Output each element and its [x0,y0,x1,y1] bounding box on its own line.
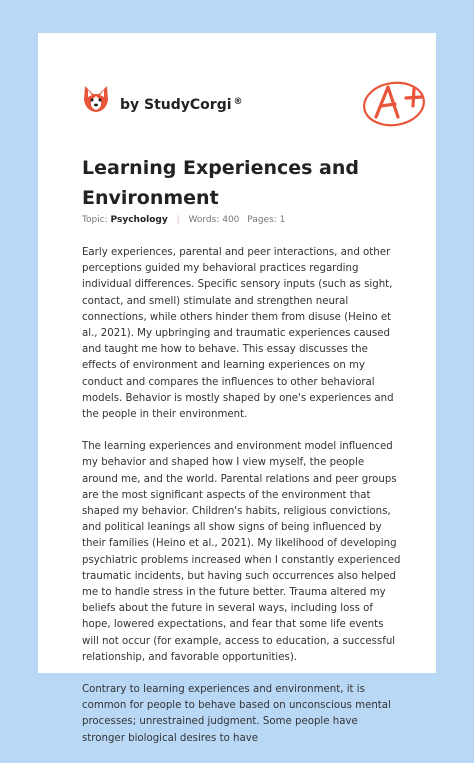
topic-link[interactable]: Psychology [110,215,168,225]
document-page [38,33,436,744]
corgi-icon [82,84,110,114]
paragraph: Contrary to learning experiences and environment, it is common for people to behave based on unconscious mental processes; unrestrained judgment. Some people have stronger biological desires to have [82,684,391,744]
brand-name[interactable] [120,97,243,113]
registered-mark: ® [233,97,243,107]
document-meta [82,215,285,225]
topic-label: Topic: [82,215,108,225]
brand-text: by StudyCorgi [120,97,232,113]
a-plus-badge-icon [360,75,432,129]
document-title: Learning Experiences and Environment [82,157,360,209]
paragraph: Early experiences, parental and peer interactions, and other perceptions guided my behavioral practices regarding individual differences. Specific sensory inputs (such as sight, contact, and smell) stimulate and strengthen neural connections, while others hinder them from disuse (Heino et al., 2021). My upbringing and traumatic experiences caused and taught me how to behave. This essay discusses the effects of environment and learning experiences on my conduct and compares the influences to other behavioral models. Behavior is mostly shaped by one's experiences and the people in their environment. [82,247,394,421]
meta-separator: | [176,215,180,225]
essay-body [82,245,402,763]
paragraph: The learning experiences and environment model influenced my behavior and shaped how I view myself, the people around me, and the world. Parental relations and peer groups are the most significant aspects of the environment that shaped my behavior. Children's habits, religious convictions, and political leanings all show signs of being influenced by their families (Heino et al., 2021). My likelihood of developing psychiatric problems increased when I constantly experienced traumatic incidents, but having such occurrences also helped me to handle stress in the future better. Trauma altered my beliefs about the future in several ways, including loss of hope, lowered expectations, and fear that some life events will not occur (for example, access to education, a successful relationship, and favorable opportunities). [82,441,401,663]
header [82,69,432,129]
word-count: Words: 400 [188,215,240,225]
page-count: Pages: 1 [247,215,286,225]
